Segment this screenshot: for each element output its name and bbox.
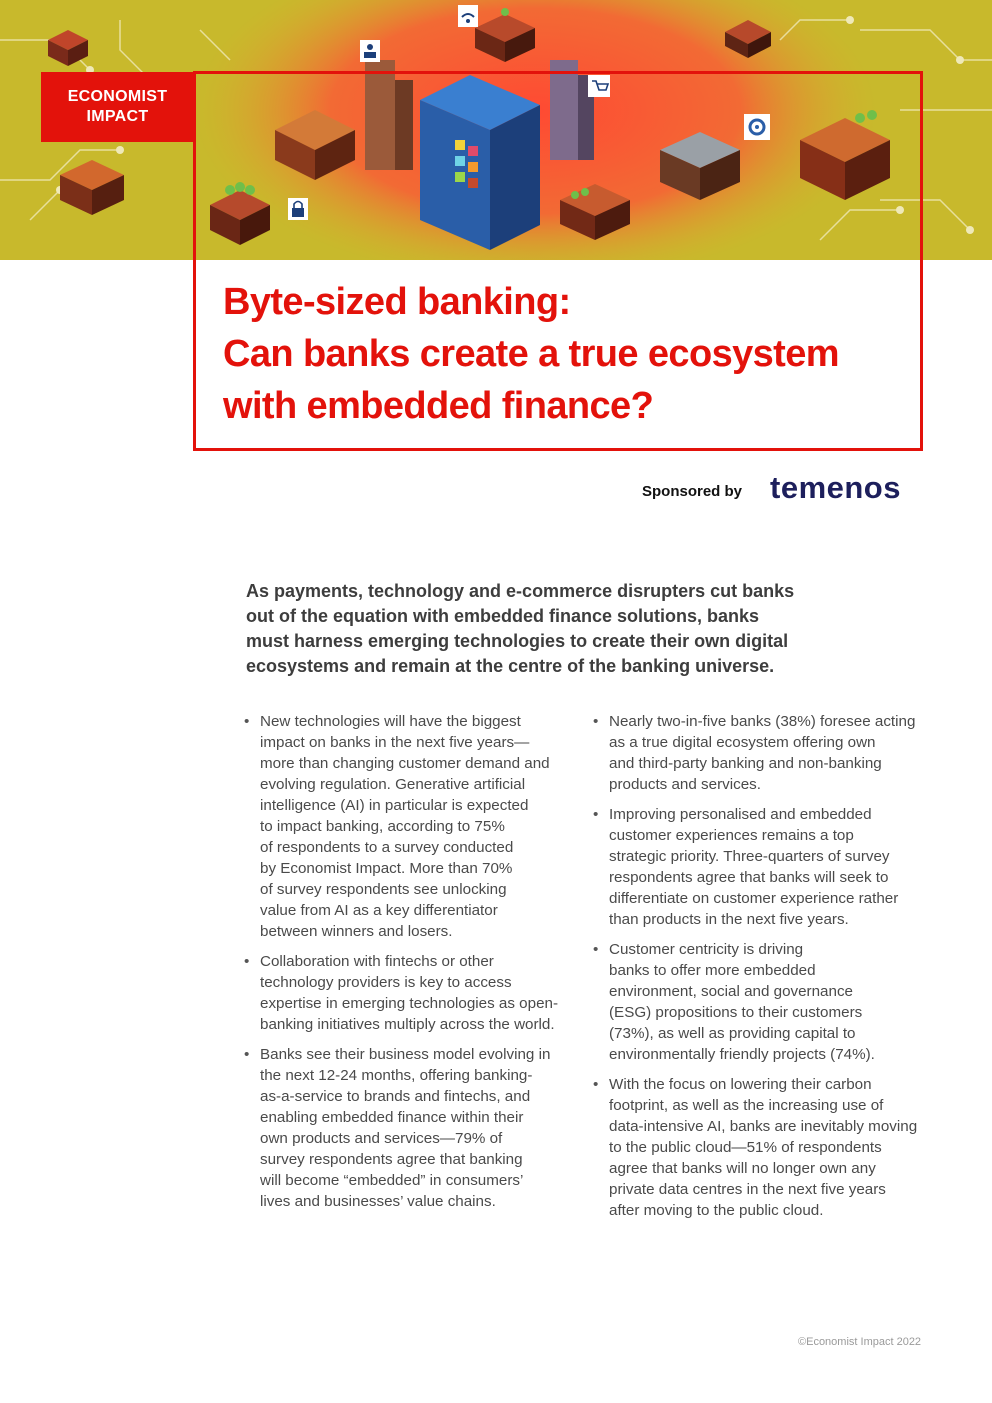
bullet-line: of respondents to a survey conducted xyxy=(260,839,514,856)
bullet-line: Banks see their business model evolving in xyxy=(260,1046,551,1063)
lead-line: out of the equation with embedded finance solutions, banks xyxy=(246,606,760,626)
sponsor-logo: temenos xyxy=(770,470,901,505)
bullet-line: enabling embedded finance within their xyxy=(260,1109,524,1126)
title-line-2: Can banks create a true ecosystem xyxy=(223,333,839,375)
bullet-item xyxy=(244,951,564,1035)
bullet-dot: • xyxy=(593,1076,599,1093)
bullet-line: value from AI as a key differentiator xyxy=(260,902,498,919)
bullet-line: Nearly two-in-five banks (38%) foresee acting xyxy=(609,713,916,730)
bullet-dot: • xyxy=(244,713,250,730)
bullet-line: the next 12-24 months, offering banking- xyxy=(260,1067,533,1084)
bullet-line: after moving to the public cloud. xyxy=(609,1202,824,1219)
bullet-line: survey respondents agree that banking xyxy=(260,1151,523,1168)
lead-line: ecosystems and remain at the centre of the banking universe. xyxy=(246,656,775,676)
bullet-line: environmentally friendly projects (74%). xyxy=(609,1046,875,1063)
bullet-line: data-intensive AI, banks are inevitably moving xyxy=(609,1118,918,1135)
bullet-line: evolving regulation. Generative artificial xyxy=(260,776,526,793)
gear-icon xyxy=(744,114,770,140)
bullet-line: and third-party banking and non-banking xyxy=(609,755,882,772)
bullet-item xyxy=(593,804,913,930)
bullet-line: New technologies will have the biggest xyxy=(260,713,521,730)
bullet-line: between winners and losers. xyxy=(260,923,453,940)
bullet-line: (73%), as well as providing capital to xyxy=(609,1025,856,1042)
bullet-line: Collaboration with fintechs or other xyxy=(260,953,494,970)
bullet-line: to impact banking, according to 75% xyxy=(260,818,505,835)
bullet-line: strategic priority. Three-quarters of survey xyxy=(609,848,890,865)
wifi-icon xyxy=(458,5,478,27)
bullet-line: respondents agree that banks will seek to xyxy=(609,869,889,886)
page-title xyxy=(223,276,903,432)
bullet-line: of survey respondents see unlocking xyxy=(260,881,507,898)
title-line-1: Byte-sized banking: xyxy=(223,281,571,323)
bullet-line: impact on banks in the next five years— xyxy=(260,734,530,751)
bullet-line: products and services. xyxy=(609,776,761,793)
bullet-line: technology providers is key to access xyxy=(260,974,512,991)
bullet-item xyxy=(593,939,913,1065)
bullet-line: as-a-service to brands and fintechs, and xyxy=(260,1088,531,1105)
bullet-item xyxy=(244,1044,564,1212)
sponsor-label: Sponsored by xyxy=(642,483,743,500)
bullet-line: differentiate on customer experience rather xyxy=(609,890,899,907)
brand-line-2: IMPACT xyxy=(86,108,149,125)
bullet-line: to the public cloud—51% of respondents xyxy=(609,1139,882,1156)
bullet-line: Customer centricity is driving xyxy=(609,941,804,958)
shopping-cart-icon xyxy=(588,75,610,97)
bullet-dot: • xyxy=(244,953,250,970)
title-line-3: with embedded finance? xyxy=(223,385,654,427)
bullet-line: will become “embedded” in consumers’ xyxy=(260,1172,524,1189)
brand-line-1: ECONOMIST xyxy=(67,88,168,105)
left-column xyxy=(244,711,564,1221)
bullet-line: expertise in emerging technologies as open- xyxy=(260,995,559,1012)
bullet-dot: • xyxy=(593,941,599,958)
bullet-dot: • xyxy=(593,806,599,823)
bullet-line: more than changing customer demand and xyxy=(260,755,550,772)
bullet-item xyxy=(593,711,916,795)
bullet-line: banks to offer more embedded xyxy=(609,962,816,979)
lock-icon xyxy=(288,198,308,220)
copyright-footer: ©Economist Impact 2022 xyxy=(798,1336,922,1348)
bullet-line: own products and services—79% of xyxy=(260,1130,503,1147)
lead-line: must harness emerging technologies to create their own digital xyxy=(246,631,789,651)
lead-paragraph xyxy=(246,579,846,679)
bullet-line: intelligence (AI) in particular is expected xyxy=(260,797,529,814)
bullet-line: With the focus on lowering their carbon xyxy=(609,1076,872,1093)
bullet-item xyxy=(593,1074,918,1221)
bullet-line: by Economist Impact. More than 70% xyxy=(260,860,513,877)
bullet-line: customer experiences remains a top xyxy=(609,827,854,844)
lead-line: As payments, technology and e-commerce disrupters cut banks xyxy=(246,581,795,601)
bullet-line: environment, social and governance xyxy=(609,983,853,1000)
phone-tower xyxy=(420,75,540,250)
bullet-line: agree that banks will no longer own any xyxy=(609,1160,876,1177)
bullet-line: than products in the next five years. xyxy=(609,911,849,928)
bullet-line: footprint, as well as the increasing use of xyxy=(609,1097,884,1114)
bullet-item xyxy=(244,711,564,942)
bullet-line: Improving personalised and embedded xyxy=(609,806,872,823)
bullet-line: banking initiatives multiply across the world. xyxy=(260,1016,555,1033)
bullet-dot: • xyxy=(593,713,599,730)
bullet-dot: • xyxy=(244,1046,250,1063)
bank-teller-icon xyxy=(360,40,380,62)
right-column xyxy=(593,711,918,1230)
brand-logo xyxy=(41,72,194,142)
bullet-line: private data centres in the next five years xyxy=(609,1181,886,1198)
bullet-line: lives and businesses’ value chains. xyxy=(260,1193,496,1210)
bullet-line: (ESG) propositions to their customers xyxy=(609,1004,863,1021)
bullet-line: as a true digital ecosystem offering own xyxy=(609,734,876,751)
